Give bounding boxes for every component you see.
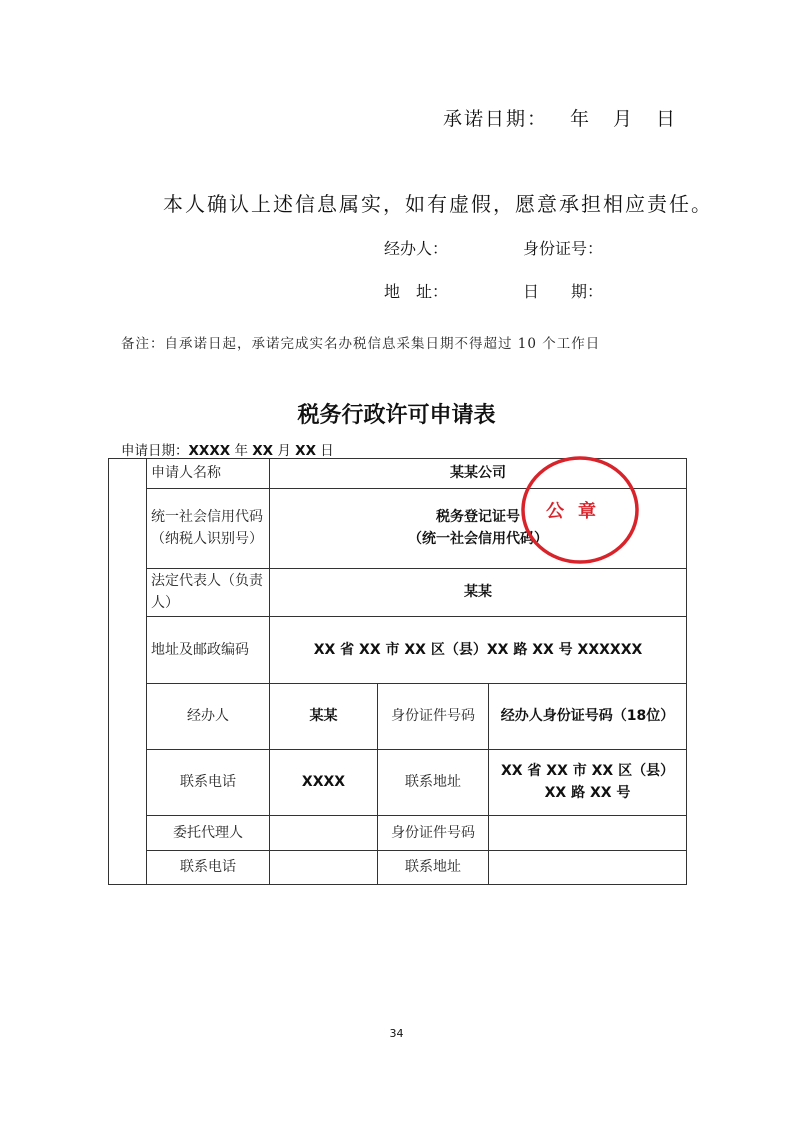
apply-date [121,439,334,459]
apply-month-unit: 月 [277,443,291,459]
table-row [109,750,687,816]
page-number: 34 [389,1027,404,1040]
address-postcode-value[interactable]: XX 省 XX 市 XX 区（县）XX 路 XX 号 XXXXXX [270,617,687,684]
table-row [109,459,687,489]
applicant-name-value[interactable]: 某某公司 [270,459,687,489]
handler-address-value[interactable]: XX 省 XX 市 XX 区（县）XX 路 XX 号 [489,750,687,816]
id-number-label: 身份证号： [523,239,604,258]
handler-id-value[interactable]: 经办人身份证号码（18位） [489,684,687,750]
table-row [109,684,687,750]
apply-month-value: XX [252,443,274,459]
remark-note: 备注：自承诺日起，承诺完成实名办税信息采集日期不得超过 10 个工作日 [121,336,601,352]
handler-id-label: 身份证件号码 [378,684,489,750]
handler-address-label: 联系地址 [378,750,489,816]
proxy-phone-value[interactable] [270,851,378,885]
handler-phone-value[interactable]: XXXX [270,750,378,816]
left-margin-cell [109,459,147,885]
pledge-day: 日 [656,108,678,130]
credit-code-label: 统一社会信用代码（纳税人识别号） [147,489,270,569]
credit-code-value[interactable] [270,489,687,569]
table-row [109,617,687,684]
handler-label: 经办人 [147,684,270,750]
apply-day-unit: 日 [320,443,334,459]
apply-year-unit: 年 [234,443,248,459]
confirmation-statement: 本人确认上述信息属实，如有虚假，愿意承担相应责任。 [163,192,713,216]
proxy-phone-label: 联系电话 [147,851,270,885]
agent-label: 经办人： [384,239,449,258]
proxy-address-label: 联系地址 [378,851,489,885]
credit-code-line-1: 税务登记证号 [436,508,521,525]
pledge-date-line [443,104,677,131]
address-label: 地 址： [384,282,449,301]
pledge-month: 月 [613,108,635,130]
pledge-date-label: 承诺日期： [443,108,549,130]
seal-text: 公章 [546,501,610,522]
apply-year-value: XXXX [188,443,231,459]
pledge-year: 年 [570,108,592,130]
proxy-id-value[interactable] [489,816,687,851]
table-row [109,816,687,851]
legal-rep-value[interactable]: 某某 [270,569,687,617]
form-title: 税务行政许可申请表 [297,403,496,428]
address-postcode-label: 地址及邮政编码 [147,617,270,684]
proxy-value[interactable] [270,816,378,851]
handler-value[interactable]: 某某 [270,684,378,750]
proxy-address-value[interactable] [489,851,687,885]
date-label: 日 期： [523,282,604,301]
table-row [109,569,687,617]
legal-rep-label: 法定代表人（负责人） [147,569,270,617]
proxy-id-label: 身份证件号码 [378,816,489,851]
handler-phone-label: 联系电话 [147,750,270,816]
apply-day-value: XX [295,443,316,459]
table-row [109,851,687,885]
apply-date-label: 申请日期： [121,443,189,459]
applicant-name-label: 申请人名称 [147,459,270,489]
proxy-label: 委托代理人 [147,816,270,851]
credit-code-line-2: （统一社会信用代码） [408,530,549,547]
